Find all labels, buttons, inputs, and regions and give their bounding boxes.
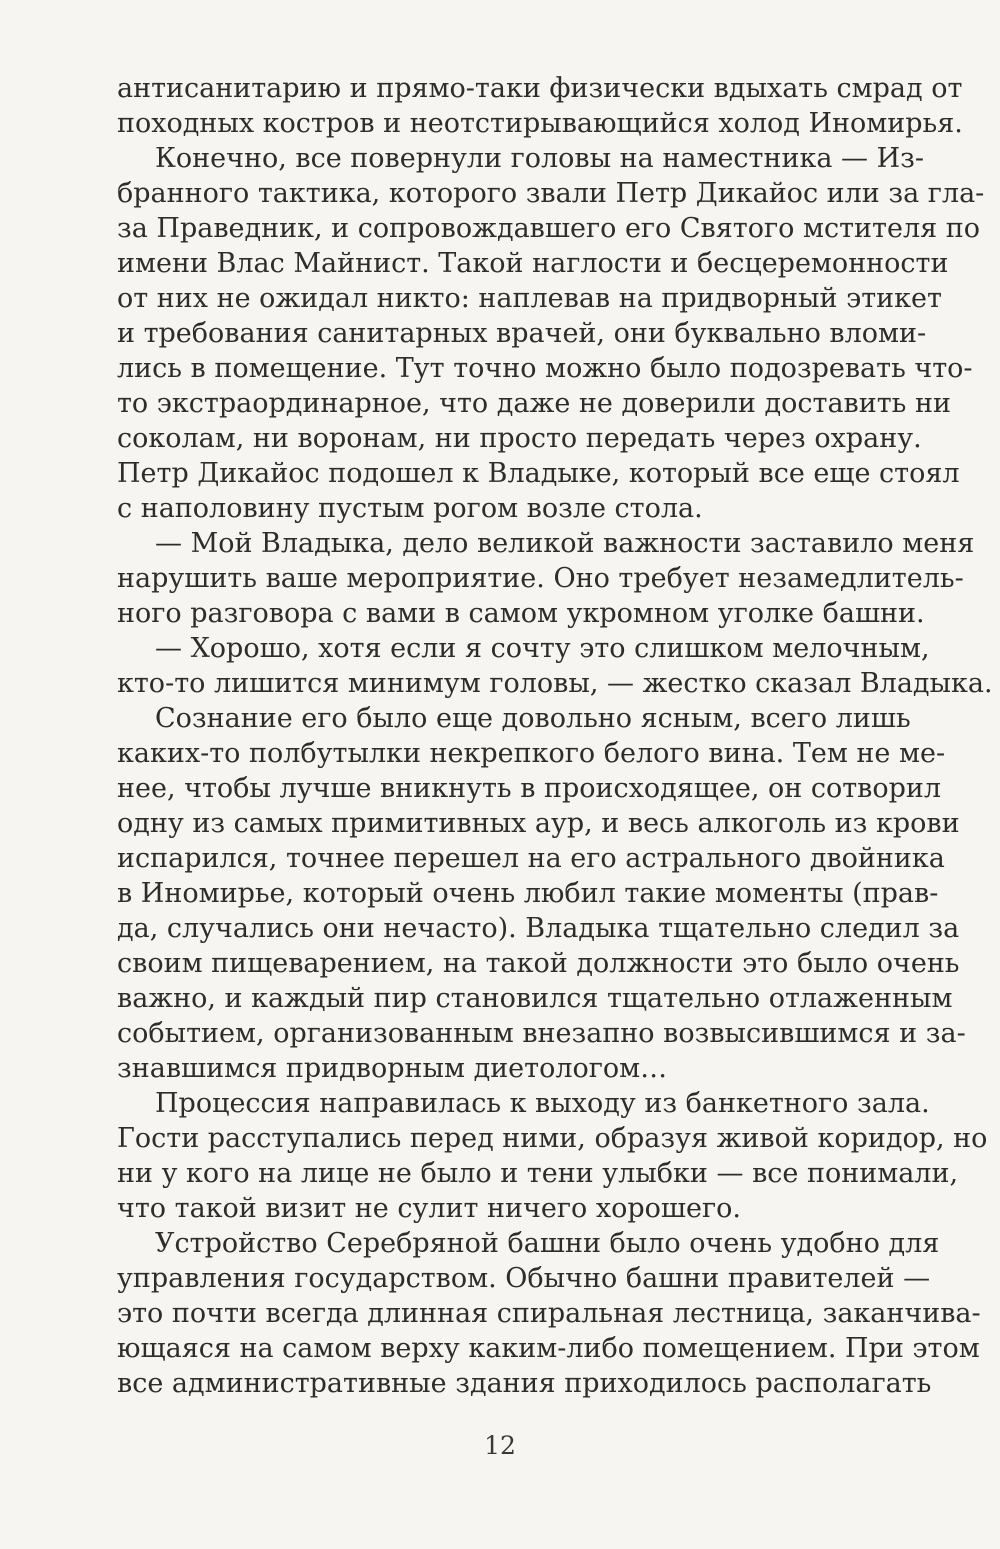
page-number: 12 (484, 1431, 516, 1460)
text-line: ющаяся на самом верху каким-либо помещением. При этом (117, 1333, 980, 1364)
text-line: событием, организованным внезапно возвысившимся и за- (117, 1018, 966, 1049)
text-line: Процессия направилась к выходу из банкетного зала. (155, 1088, 930, 1119)
text-line: за Праведник, и сопровождавшего его Святого мстителя по (117, 213, 980, 244)
text-line: что такой визит не сулит ничего хорошего. (117, 1193, 741, 1224)
text-line: своим пищеварением, на такой должности это было очень (117, 948, 960, 979)
text-line: да, случались они нечасто). Владыка тщательно следил за (117, 913, 960, 944)
text-line: управления государством. Обычно башни правителей — (117, 1263, 931, 1294)
text-line: походных костров и неотстирывающийся холод Иномирья. (117, 108, 963, 139)
text-line: это почти всегда длинная спиральная лестница, заканчива- (117, 1298, 981, 1329)
text-line: нее, чтобы лучше вникнуть в происходящее, он сотворил (117, 773, 942, 804)
text-line: лись в помещение. Тут точно можно было подозревать что- (117, 353, 973, 384)
text-line: и требования санитарных врачей, они буквально вломи- (117, 318, 927, 349)
text-line: Петр Дикайос подошел к Владыке, который все еще стоял (117, 458, 960, 489)
text-line: — Хорошо, хотя если я сочту это слишком мелочным, (155, 633, 930, 664)
text-line: испарился, точнее перешел на его астрального двойника (117, 843, 945, 874)
text-line: важно, и каждый пир становился тщательно отлаженным (117, 983, 953, 1014)
text-line: в Иномирье, который очень любил такие моменты (прав- (117, 878, 939, 909)
text-line: с наполовину пустым рогом возле стола. (117, 493, 703, 524)
text-line: бранного тактика, которого звали Петр Дикайос или за гла- (117, 178, 985, 209)
text-line: от них не ожидал никто: наплевав на придворный этикет (117, 283, 942, 314)
body-text (117, 71, 993, 1401)
text-line: ного разговора с вами в самом укромном уголке башни. (117, 598, 925, 629)
text-line: все административные здания приходилось располагать (117, 1368, 932, 1399)
text-line: кто-то лишится минимум головы, — жестко сказал Владыка. (117, 668, 993, 699)
text-line: Конечно, все повернули головы на наместника — Из- (155, 143, 925, 174)
text-line: каких-то полбутылки некрепкого белого вина. Тем не ме- (117, 738, 946, 769)
text-line: антисанитарию и прямо-таки физически вдыхать смрад от (117, 73, 963, 104)
text-line: Гости расступались перед ними, образуя живой коридор, но (117, 1123, 988, 1154)
text-line: нарушить ваше мероприятие. Оно требует незамедлитель- (117, 563, 964, 594)
text-line: соколам, ни воронам, ни просто передать через охрану. (117, 423, 922, 454)
text-line: то экстраординарное, что даже не доверили доставить ни (117, 388, 951, 419)
text-line: ни у кого на лице не было и тени улыбки — все понимали, (117, 1158, 959, 1189)
text-line: знавшимся придворным диетологом… (117, 1053, 668, 1084)
text-line: одну из самых примитивных аур, и весь алкоголь из крови (117, 808, 960, 839)
text-line: Устройство Серебряной башни было очень удобно для (155, 1228, 940, 1259)
text-line: имени Влас Майнист. Такой наглости и бесцеремонности (117, 248, 949, 279)
text-line: — Мой Владыка, дело великой важности заставило меня (155, 528, 975, 559)
text-line: Сознание его было еще довольно ясным, всего лишь (155, 703, 911, 734)
